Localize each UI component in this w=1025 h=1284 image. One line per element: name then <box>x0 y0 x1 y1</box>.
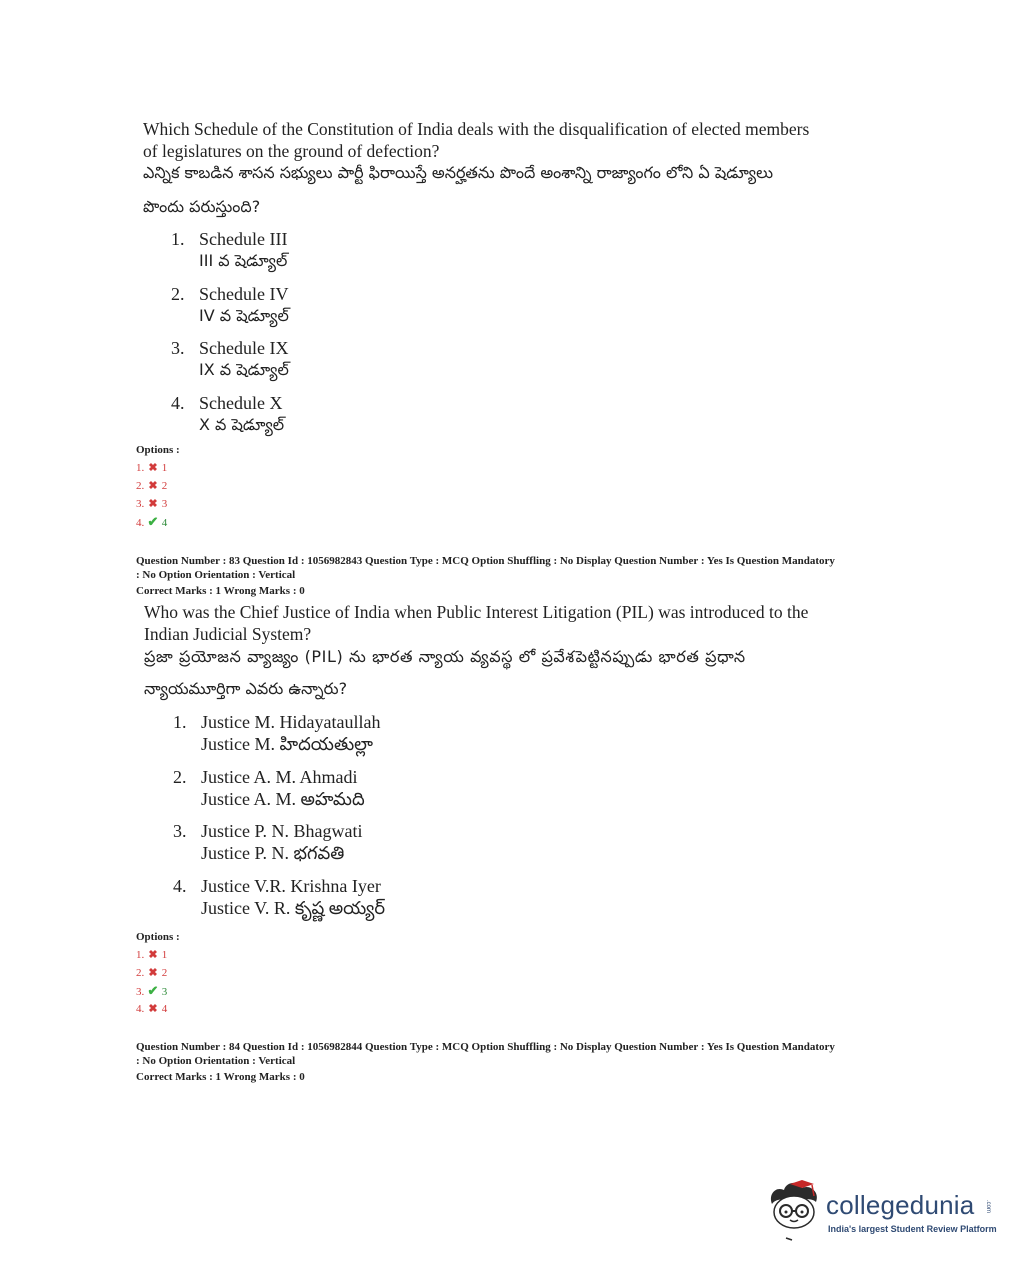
logo-tagline: India's largest Student Review Platform <box>828 1224 997 1234</box>
answer-number: 1. <box>136 949 145 961</box>
option-text-telugu: Justice V. R. కృష్ణ అయ్యర్ <box>201 898 386 918</box>
logo-dotcom: .com <box>985 1200 991 1214</box>
check-mark-icon: ✔ <box>147 983 159 998</box>
option-text-telugu: Justice A. M. అహమది <box>201 789 365 809</box>
option-number: 1. <box>171 229 185 249</box>
option-text-english: Schedule IV <box>199 284 289 304</box>
question-text-telugu-line2: న్యాయమూర్తిగా ఎవరు ఉన్నారు? <box>144 679 348 698</box>
cross-mark-icon: ✖ <box>148 462 158 474</box>
option-text-telugu: IV వ షెడ్యూల్ <box>199 306 289 325</box>
question-text-english-line2: Indian Judicial System? <box>144 624 312 644</box>
option-number: 3. <box>171 338 185 358</box>
option-number: 2. <box>171 284 185 304</box>
option-text-english: Schedule IX <box>199 338 289 358</box>
option-text-english: Schedule X <box>199 393 283 413</box>
answer-1 <box>136 949 167 961</box>
answer-3 <box>136 498 167 510</box>
option-text-english: Justice P. N. Bhagwati <box>201 821 363 841</box>
question-text-telugu-line1: ఎన్నిక కాబడిన శాసన సభ్యులు పార్టీ ఫిరాయిస్తే అనర్హతను పొందే అంశాన్ని రాజ్యాంగం లోని ఏ షెడ్యూలు <box>143 163 773 182</box>
cross-mark-icon: ✖ <box>148 498 158 510</box>
answer-value: 1 <box>161 462 168 474</box>
option-text-telugu: III వ షెడ్యూల్ <box>199 251 288 270</box>
answer-value: 1 <box>161 949 168 961</box>
answer-value: 4 <box>161 517 168 529</box>
option-text-telugu: IX వ షెడ్యూల్ <box>199 360 289 379</box>
answer-number: 4. <box>136 1003 145 1015</box>
option-number: 4. <box>173 876 187 896</box>
question-marks: Correct Marks : 1 Wrong Marks : 0 <box>136 585 305 597</box>
question-marks: Correct Marks : 1 Wrong Marks : 0 <box>136 1071 305 1083</box>
option-number: 2. <box>173 767 187 787</box>
answer-number: 2. <box>136 480 145 492</box>
option-text-english: Justice M. Hidayataullah <box>201 712 381 732</box>
answer-4 <box>136 1003 167 1015</box>
answer-3 <box>136 985 167 998</box>
answer-1 <box>136 462 167 474</box>
answer-value: 2 <box>161 967 168 979</box>
option-number: 4. <box>171 393 185 413</box>
option-3 <box>171 337 471 381</box>
option-text-english: Schedule III <box>199 229 288 249</box>
question-meta-line2: : No Option Orientation : Vertical <box>136 1055 296 1067</box>
option-text-telugu: Justice M. హిదయతుల్లా <box>201 734 374 754</box>
question-text-english-line1: Which Schedule of the Constitution of India deals with the disqualification of elected members <box>143 119 810 139</box>
answer-value: 3 <box>161 498 168 510</box>
question-meta-line2: : No Option Orientation : Vertical <box>136 569 296 581</box>
option-4 <box>173 875 493 919</box>
option-2 <box>171 283 471 327</box>
option-number: 1. <box>173 712 187 732</box>
cross-mark-icon: ✖ <box>148 480 158 492</box>
options-label: Options : <box>136 444 180 456</box>
cross-mark-icon: ✖ <box>148 1003 158 1015</box>
collegedunia-logo <box>766 1176 996 1246</box>
option-text-english: Justice A. M. Ahmadi <box>201 767 358 787</box>
cross-mark-icon: ✖ <box>148 967 158 979</box>
answer-value: 2 <box>161 480 168 492</box>
question-text-telugu-line2: పొందు పరుస్తుంది? <box>143 197 261 216</box>
answer-number: 2. <box>136 967 145 979</box>
answer-4 <box>136 516 167 529</box>
option-text-english: Justice V.R. Krishna Iyer <box>201 876 381 896</box>
option-number: 3. <box>173 821 187 841</box>
option-text-telugu: X వ షెడ్యూల్ <box>199 415 285 434</box>
question-meta-line1: Question Number : 84 Question Id : 1056982844 Question Type : MCQ Option Shuffling : No Display Question Number : Yes Is Question Mandatory <box>136 1041 835 1053</box>
options-label: Options : <box>136 931 180 943</box>
question-text-english-line2: of legislatures on the ground of defection? <box>143 141 440 161</box>
option-2 <box>173 766 493 810</box>
question-meta-line1: Question Number : 83 Question Id : 1056982843 Question Type : MCQ Option Shuffling : No Display Question Number : Yes Is Question Mandatory <box>136 555 835 567</box>
answer-number: 1. <box>136 462 145 474</box>
option-4 <box>171 392 471 436</box>
option-text-telugu: Justice P. N. భగవతి <box>201 843 345 863</box>
question-text-english-line1: Who was the Chief Justice of India when Public Interest Litigation (PIL) was introduced to the <box>144 602 809 622</box>
cross-mark-icon: ✖ <box>148 949 158 961</box>
check-mark-icon: ✔ <box>147 514 159 529</box>
answer-number: 3. <box>136 986 145 998</box>
answer-2 <box>136 480 167 492</box>
answer-number: 4. <box>136 517 145 529</box>
answer-number: 3. <box>136 498 145 510</box>
graduate-mascot-icon <box>766 1176 826 1246</box>
answer-value: 4 <box>161 1003 168 1015</box>
option-1 <box>173 711 493 755</box>
logo-wordmark: collegedunia <box>826 1190 975 1220</box>
option-1 <box>171 228 471 272</box>
answer-2 <box>136 967 167 979</box>
answer-value: 3 <box>161 986 168 998</box>
option-3 <box>173 820 493 864</box>
question-text-telugu-line1: ప్రజా ప్రయోజన వ్యాజ్యం (PIL) ను భారత న్యాయ వ్యవస్థ లో ప్రవేశపెట్టినప్పుడు భారత ప్రధాన <box>144 647 746 666</box>
